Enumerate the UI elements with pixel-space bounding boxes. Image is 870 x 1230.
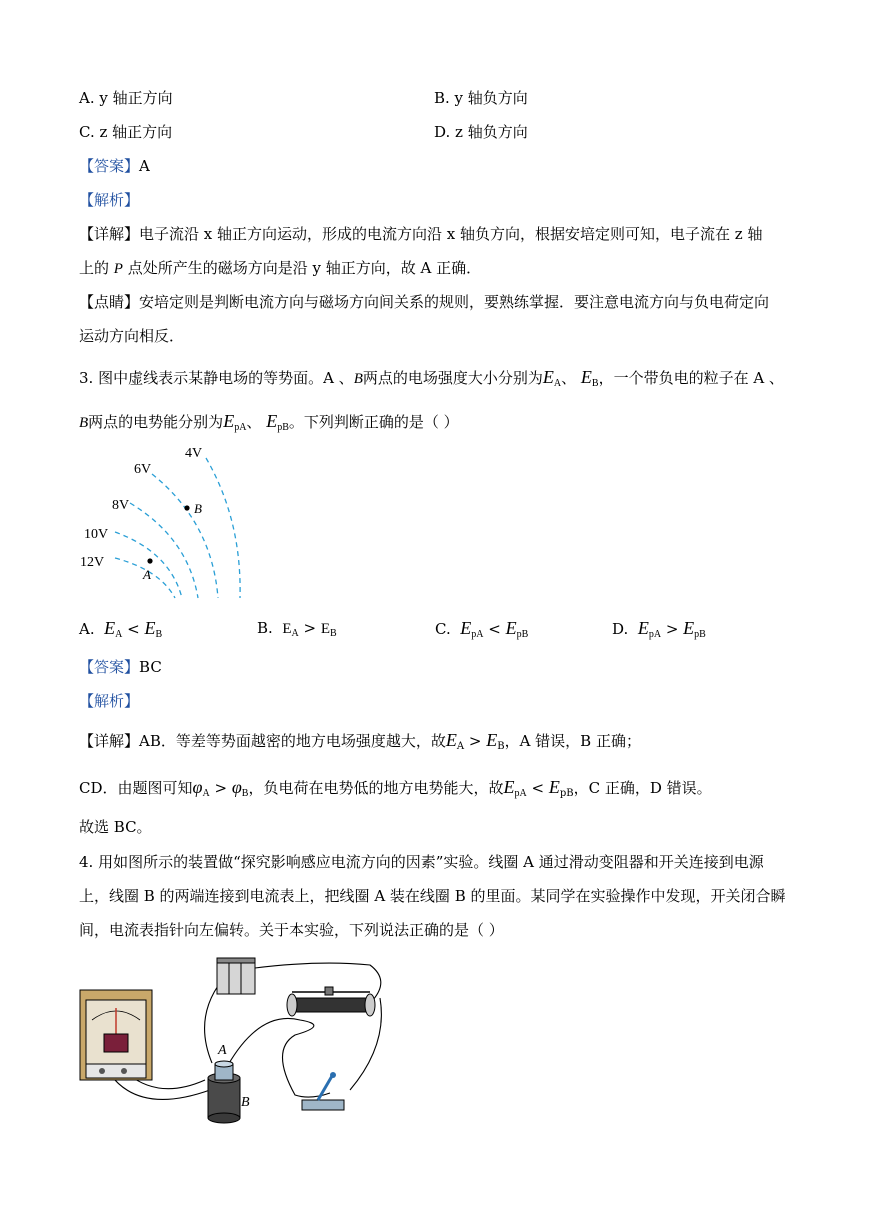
q4-stem-line-3: 间，电流表指针向左偏转。关于本实验，下列说法正确的是（ ） [79, 921, 504, 939]
point-b-label: B [194, 501, 202, 516]
point-a-label: A [143, 567, 151, 582]
q4-stem-line-1: 4. 用如图所示的装置做“探究影响感应电流方向的因素”实验。线圈 A 通过滑动变阻器和开关连接到电源 [79, 853, 764, 871]
q3-option-c: C. $E_{pA} < E_{pB}$ [435, 618, 529, 640]
q3-option-d: D. $E_{pA} > E_{pB}$ [612, 618, 706, 640]
equipotential-4v [206, 458, 240, 598]
q2-detail-line-1: 【详解】电子流沿 x 轴正方向运动，形成的电流方向沿 x 轴负方向，根据安培定则可知，电子流在 z 轴 [79, 225, 763, 243]
coils [208, 1061, 240, 1123]
label-8v: 8V [112, 498, 130, 513]
q3-detail-line-2: CD．由题图可知$\varphi_A > \varphi_B$，负电荷在电势低的地方电势能大，故$E_{pA} < E_{pB}$，C 正确，D 错误。 [79, 777, 712, 799]
q2-answer: 【答案】A [79, 157, 150, 175]
label-6v: 6V [134, 462, 152, 477]
point-a [147, 558, 152, 563]
q3-stem-line-1: 3. 图中虚线表示某静电场的等势面。A 、B两点的电场强度大小分别为$E_A$、 $E_B$，一个带负电的粒子在 A 、 [79, 367, 784, 389]
q3-stem-line-2: B两点的电势能分别为$E_{pA}$、 $E_{pB}$。下列判断正确的是（ ） [79, 411, 459, 433]
q3-answer: 【答案】BC [79, 658, 162, 676]
coil-b-label: B [241, 1095, 250, 1110]
q2-option-d: D. z 轴负方向 [434, 123, 528, 141]
rheostat [287, 987, 375, 1016]
equipotential-figure [70, 440, 260, 605]
q3-detail-line-1: 【详解】AB．等差等势面越密的地方电场强度越大，故$E_A > E_B$，A 错误，B 正确； [79, 730, 641, 752]
q2-option-b: B. y 轴负方向 [434, 89, 528, 107]
q2-analysis-heading: 【解析】 [79, 191, 140, 209]
induction-apparatus-figure [70, 950, 400, 1125]
coil-a-label: A [218, 1043, 227, 1058]
label-12v: 12V [80, 555, 105, 570]
q2-comment-line-2: 运动方向相反． [79, 327, 185, 345]
label-10v: 10V [84, 527, 109, 542]
label-4v: 4V [185, 446, 203, 461]
q3-analysis-heading: 【解析】 [79, 692, 140, 710]
q3-option-b: B. $E_A > E_B$ [257, 619, 337, 639]
q2-comment-line-1: 【点睛】安培定则是判断电流方向与磁场方向间关系的规则，要熟练掌握．要注意电流方向与负电荷定向 [79, 293, 770, 311]
q3-conclusion: 故选 BC。 [79, 818, 152, 836]
q2-detail-line-2: 上的 P 点处所产生的磁场方向是沿 y 轴正方向，故 A 正确． [79, 259, 482, 277]
equipotential-10v [115, 532, 182, 598]
q3-option-a: A. $E_A < E_B$ [79, 618, 163, 640]
switch [302, 1072, 344, 1110]
equipotential-6v [152, 474, 218, 598]
q2-option-a: A. y 轴正方向 [79, 89, 173, 107]
q4-stem-line-2: 上，线圈 B 的两端连接到电流表上，把线圈 A 装在线圈 B 的里面。某同学在实验操作中发现，开关闭合瞬 [79, 887, 786, 905]
galvanometer [80, 990, 152, 1080]
q2-option-c: C. z 轴正方向 [79, 123, 173, 141]
point-b [184, 505, 189, 510]
battery [217, 958, 255, 994]
